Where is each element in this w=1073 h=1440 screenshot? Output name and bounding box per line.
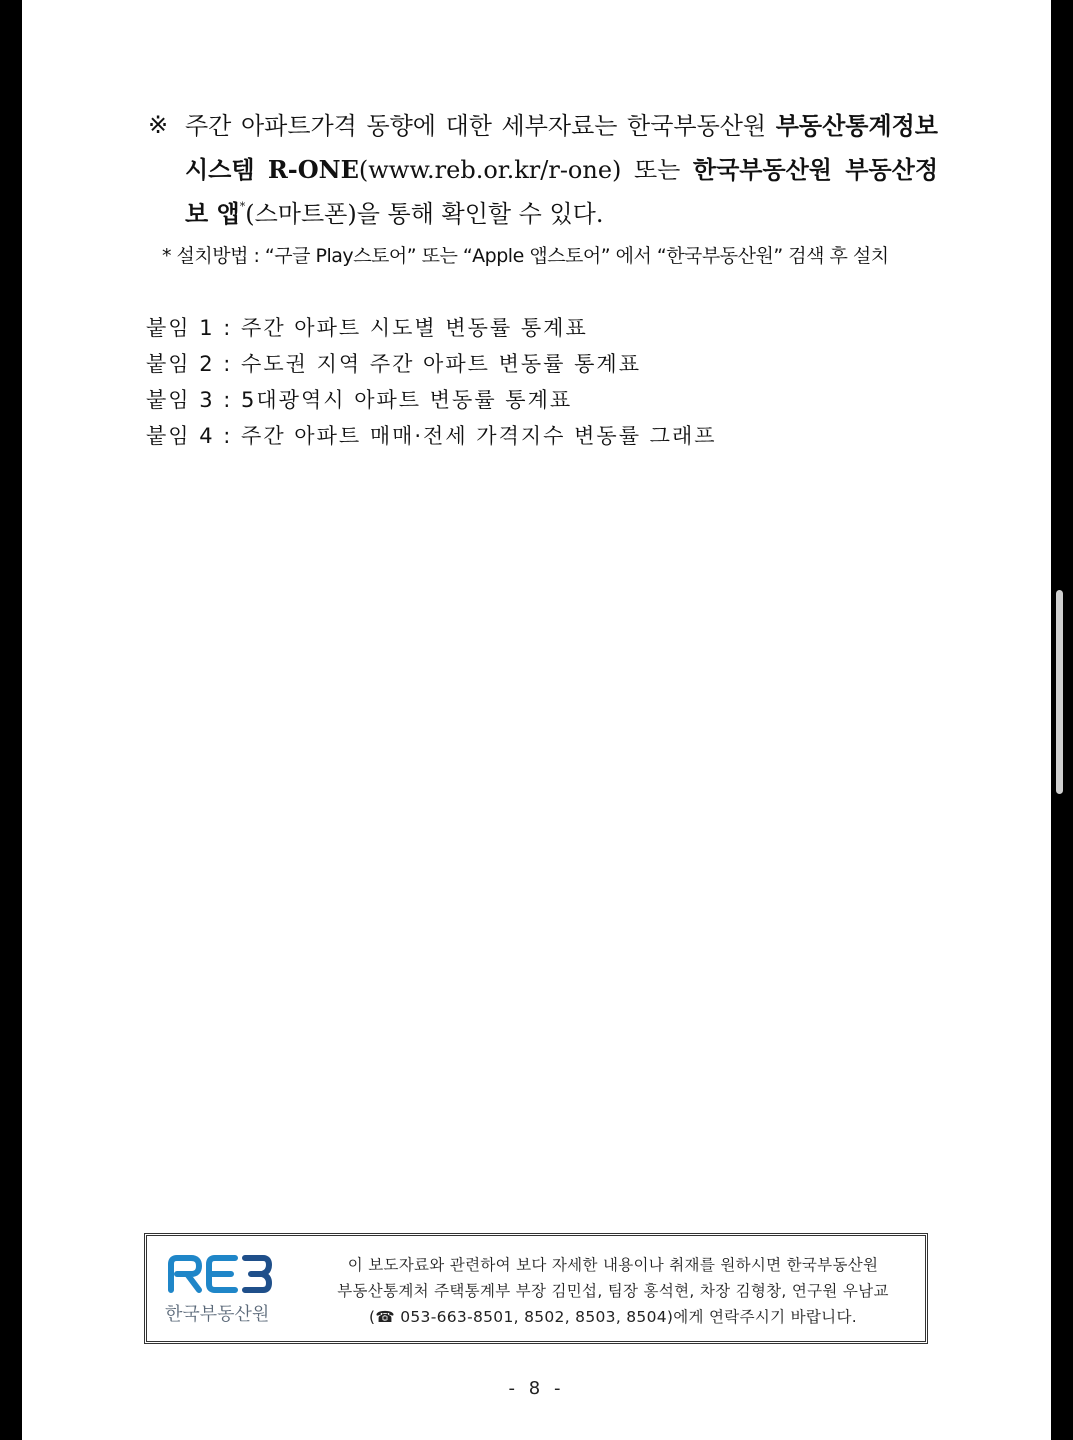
note-body (185, 104, 938, 236)
reference-mark: ※ (148, 111, 169, 139)
note-bold-2: 한국부동산원 부동산정보 앱 (185, 155, 939, 228)
install-instructions: * 설치방법 : “구글 Play스토어” 또는 “Apple 앱스토어” 에서 “한국부동산원” 검색 후 설치 (162, 245, 889, 267)
contact-text (307, 1252, 919, 1330)
note-text-3: (스마트폰)을 통해 확인할 수 있다. (245, 200, 604, 228)
attachment-item: 붙임 4 : 주간 아파트 매매·전세 가격지수 변동률 그래프 (146, 424, 717, 448)
data-source-note (148, 104, 938, 236)
attachment-item: 붙임 3 : 5대광역시 아파트 변동률 통계표 (146, 388, 573, 412)
contact-line: 부동산통계처 주택통계부 부장 김민섭, 팀장 홍석현, 차장 김형창, 연구원 우남교 (337, 1282, 889, 1300)
contact-box (144, 1233, 928, 1344)
note-text-1: 주간 아파트가격 동향에 대한 세부자료는 한국부동산원 (185, 112, 776, 140)
attachment-item: 붙임 1 : 주간 아파트 시도별 변동률 통계표 (146, 316, 588, 340)
contact-line: (☎ 053-663-8501, 8502, 8503, 8504)에게 연락주시기 바랍니다. (369, 1308, 857, 1326)
note-text-2: (www.reb.or.kr/r-one) 또는 (358, 156, 693, 184)
page-number: - 8 - (508, 1378, 565, 1399)
logo-subtitle: 한국부동산원 (165, 1304, 270, 1325)
reb-logo (165, 1254, 285, 1326)
contact-line: 이 보도자료와 관련하여 보다 자세한 내용이나 취재를 원하시면 한국부동산원 (347, 1256, 879, 1274)
attachment-item: 붙임 2 : 수도권 지역 주간 아파트 변동률 통계표 (146, 352, 641, 376)
document-page (22, 0, 1051, 1440)
note-bold-1: 부동산통계정보 시스템 R-ONE (185, 111, 938, 184)
attachment-list (146, 310, 717, 454)
scrollbar-thumb[interactable] (1056, 590, 1063, 794)
reb-logo-mark (165, 1254, 275, 1294)
footnote-marker: * (239, 200, 246, 213)
